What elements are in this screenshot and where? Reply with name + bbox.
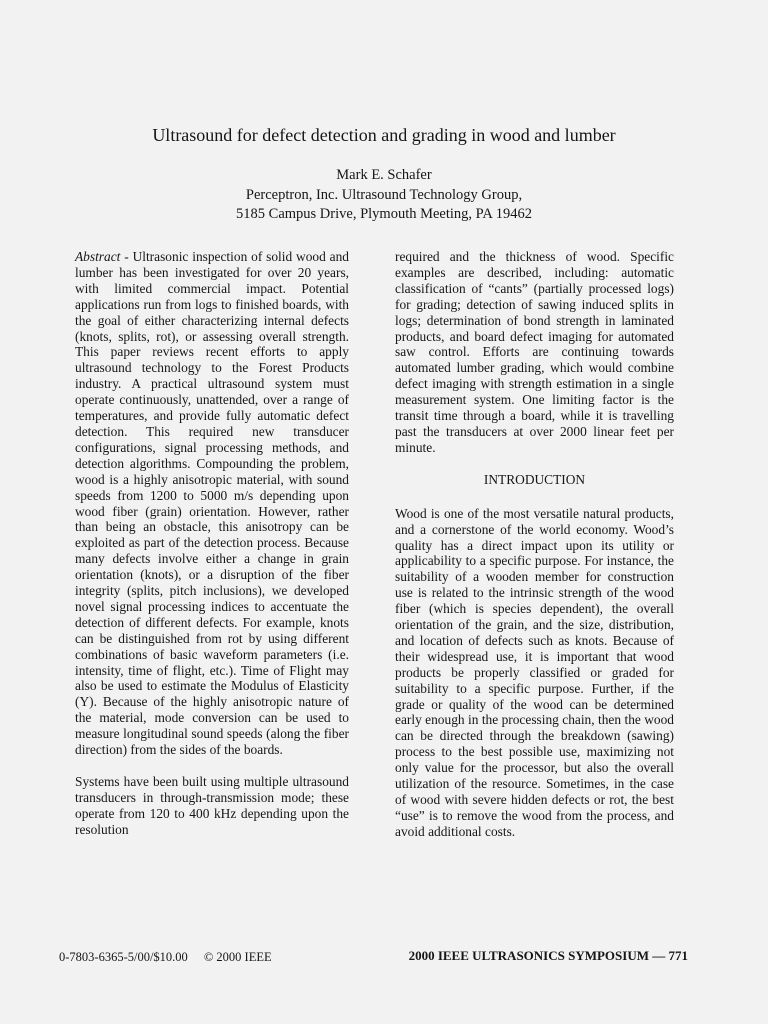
right-column <box>395 249 674 840</box>
author-block <box>0 166 768 225</box>
abstract-continued: required and the thickness of wood. Specific examples are described, including: automatic classification of “cants” (partially processed logs) for grading; detection of sawing induced splits in logs; determination of bond strength in laminated products, and board defect imaging for automated saw control. Efforts are continuing towards automated lumber grading, which would combine defect imaging with strength estimation in a single measurement system. One limiting factor is the transit time through a board, while it is travelling past the transducers at over 2000 linear feet per minute. <box>395 249 674 455</box>
abstract-paragraph <box>75 249 349 758</box>
introduction-paragraph: Wood is one of the most versatile natural products, and a cornerstone of the world economy. Wood’s quality has a direct impact upon its utility or applicability to a specific purpose. For instance, the suitability of a wooden member for construction use is related to the intrinsic strength of the wood fiber (which is species dependent), the overall orientation of the grain, and the size, distribution, and location of defects such as knots. Because of their widespread use, it is important that wood products be properly classified or graded for suitability to a specific purpose. Further, if the grade or quality of the wood can be determined early enough in the processing chain, then the wood can be directed through the breakdown (sawing) process to the best possible use, maximizing not only value for the processor, but also the overall utilization of the resource. Sometimes, in the case of wood with severe hidden defects or rot, the best “use” is to remove the wood from the process, and avoid additional costs. <box>395 505 674 839</box>
author-affiliation: Perceptron, Inc. Ultrasound Technology Group, <box>245 186 523 203</box>
footer-copyright: © 2000 IEEE <box>203 950 272 964</box>
author-name: Mark E. Schafer <box>336 167 432 183</box>
paper-title: Ultrasound for defect detection and grading in wood and lumber <box>152 125 616 145</box>
footer-left <box>59 949 272 965</box>
introduction-heading: INTRODUCTION <box>483 471 586 487</box>
abstract-label: Abstract <box>75 249 121 264</box>
abstract-paragraph-2: Systems have been built using multiple ultrasound transducers in through-transmission mode; these operate from 120 to 400 kHz depending upon the resolution <box>75 774 349 837</box>
abstract-text: - Ultrasonic inspection of solid wood and lumber has been investigated for over 20 years, with limited commercial impact. Potential applications run from logs to finished boards, with the goal of either characterizing internal defects (knots, splits, rot), or assessing overall strength. This paper reviews recent efforts to apply ultrasound technology to the Forest Products industry. A practical ultrasound system must operate continuously, unattended, over a range of temperatures, and provide fully automatic defect detection. This required new transducer configurations, signal processing methods, and detection algorithms. Compounding the problem, wood is a highly anisotropic material, with sound speeds from 1200 to 5000 m/s depending upon wood fiber (grain) orientation. However, rather than being an obstacle, this anisotropy can be exploited as part of the detection process. Because many defects involve either a change in grain orientation (knots), or a disruption of the fiber integrity (splits, pitch inclusions), we developed novel signal processing indices to accentuate the detection of different defects. For example, knots can be distinguished from rot by using different combinations of basic waveform parameters (i.e. intensity, time of flight, etc.). Time of Flight may also be used to estimate the Modulus of Elasticity (Y). Because of the highly anisotropic nature of the material, mode conversion can be used to measure longitudinal sound speeds (along the fiber direction) from the sides of the boards. <box>75 249 349 758</box>
left-column <box>75 249 349 838</box>
author-address: 5185 Campus Drive, Plymouth Meeting, PA 19462 <box>236 206 532 222</box>
footer-journal: 2000 IEEE ULTRASONICS SYMPOSIUM — 771 <box>408 948 688 963</box>
footer-isbn: 0-7803-6365-5/00/$10.00 <box>59 950 188 964</box>
